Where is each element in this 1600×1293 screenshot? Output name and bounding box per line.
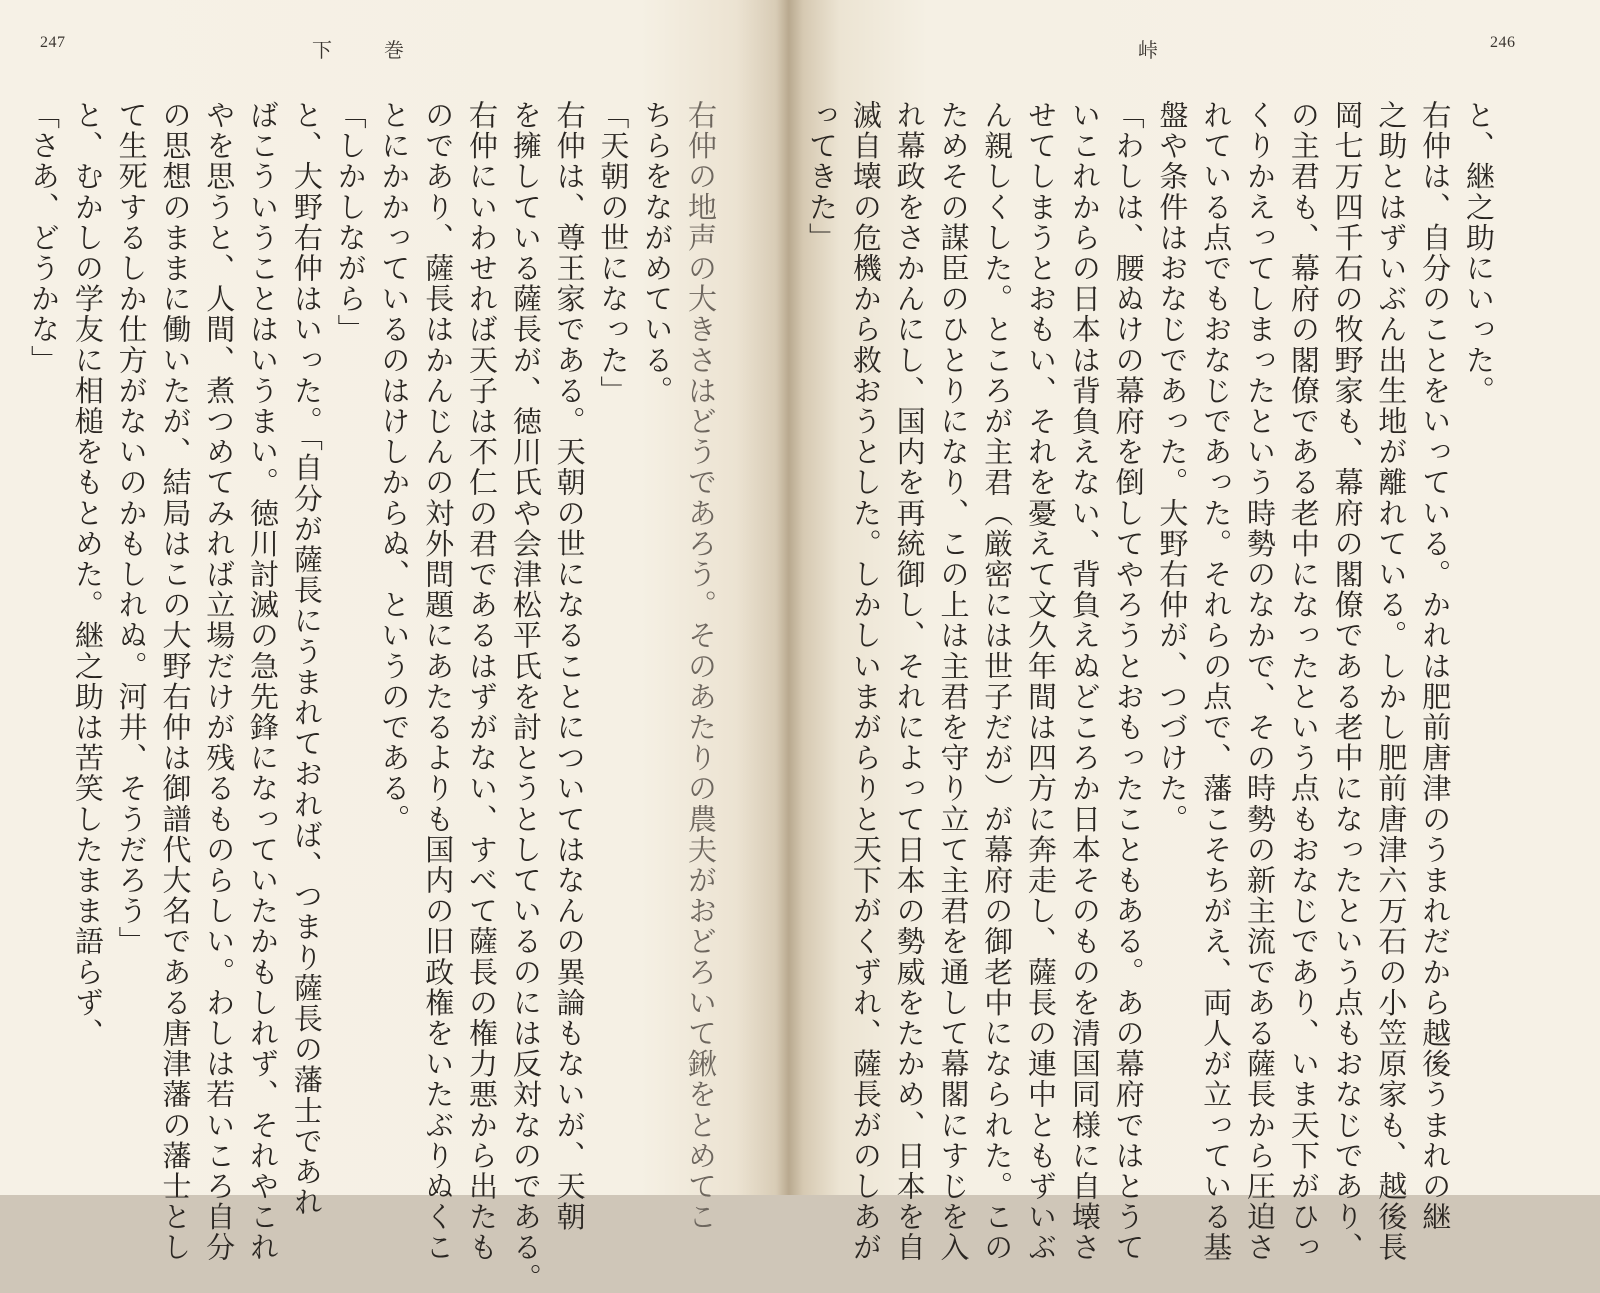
page-number-247: 247	[40, 34, 66, 51]
text-column: 之助とはずいぶん出生地が離れている。しかし肥前唐津六万石の小笠原家も、越後長	[1374, 100, 1409, 1263]
text-column: 盤や条件はおなじであった。大野右仲が、つづけた。	[1155, 100, 1190, 835]
text-column: 「わしは、腰ぬけの幕府を倒してやろうとおもったこともある。あの幕府ではとうて	[1111, 100, 1146, 1263]
text-column: 「さあ、どうかな」	[27, 100, 62, 376]
text-column: ちらをながめている。	[640, 100, 675, 406]
text-column: 右仲にいわせれば天子は不仁の君であるはずがない、すべて薩長の権力悪から出たも	[465, 100, 500, 1263]
text-column: 右仲は、自分のことをいっている。かれは肥前唐津のうまれだから越後うまれの継	[1418, 100, 1453, 1233]
text-column: と、継之助にいった。	[1462, 100, 1496, 406]
text-column: 岡七万四千石の牧野家も、幕府の閣僚である老中になったという点もおなじであり、	[1330, 100, 1365, 1263]
text-column: くりかえってしまったという時勢のなかで、その時勢の新主流である薩長から圧迫さ	[1243, 100, 1278, 1263]
text-column: ばこういうことはいうまい。徳川討滅の急先鋒になっていたかもしれず、それやこれ	[246, 100, 281, 1263]
text-column: 滅自壊の危機から救おうとした。しかしいまがらりと天下がくずれ、薩長がのしあが	[848, 100, 883, 1263]
left-page	[0, 0, 780, 1293]
text-column: ん親しくした。ところが主君（厳密には世子だが）が幕府の御老中になられた。この	[980, 100, 1015, 1263]
text-column: ためその謀臣のひとりになり、この上は主君を守り立て主君を通して幕閣にすじを入	[936, 100, 971, 1263]
running-header-left: 下巻	[312, 40, 456, 62]
text-column: れ幕政をさかんにし、国内を再統御し、それによって日本の勢威をたかめ、日本を自	[892, 100, 927, 1263]
text-column: のであり、薩長はかんじんの対外問題にあたるよりも国内の旧政権をいたぶりぬくこ	[421, 100, 456, 1263]
text-column: て生死するしか仕方がないのかもしれぬ。河井、そうだろう」	[114, 100, 149, 957]
text-column: と、大野右仲はいった。「自分が薩長にうまれておれば、つまり薩長の藩士であれ	[289, 100, 324, 1218]
text-column: 右仲は、尊王家である。天朝の世になることについてはなんの異論もないが、天朝	[552, 100, 587, 1233]
text-column: 「天朝の世になった」	[596, 100, 631, 406]
page-number-246: 246	[1490, 34, 1516, 51]
left-page-text	[21, 100, 722, 1293]
text-column: せてしまうとおもい、それを憂えて文久年間は四方に奔走し、薩長の連中ともずいぶ	[1024, 100, 1059, 1263]
text-column: いこれからの日本は背負えない、背負えぬどころか日本そのものを清国同様に自壊さ	[1067, 100, 1102, 1263]
text-column: の思想のままに働いたが、結局はこの大野右仲は御譜代大名である唐津藩の藩士とし	[158, 100, 193, 1263]
text-column: れている点でもおなじであった。それらの点で、藩こそちがえ、両人が立っている基	[1199, 100, 1234, 1263]
text-column: 右仲の地声の大きさはどうであろう。そのあたりの農夫がおどろいて鍬をとめてこ	[684, 100, 718, 1233]
text-column: ってきた」	[805, 100, 840, 253]
text-column: の主君も、幕府の閣僚である老中になったという点もおなじであり、いま天下がひっ	[1286, 100, 1321, 1263]
text-column: を擁している薩長が、徳川氏や会津松平氏を討とうとしているのには反対なのである。	[508, 100, 543, 1293]
text-column: 「しかしながら」	[333, 100, 368, 345]
running-header-right: 峠	[1138, 40, 1210, 62]
text-column: やを思うと、人間、煮つめてみれば立場だけが残るものらしい。わしは若いころ自分	[202, 100, 237, 1263]
right-page	[780, 0, 1600, 1263]
text-column: とにかかっているのはけしからぬ、というのである。	[377, 100, 412, 835]
right-page-text	[799, 100, 1500, 1263]
text-column: と、むかしの学友に相槌をもとめた。継之助は苦笑したまま語らず、	[70, 100, 105, 1049]
